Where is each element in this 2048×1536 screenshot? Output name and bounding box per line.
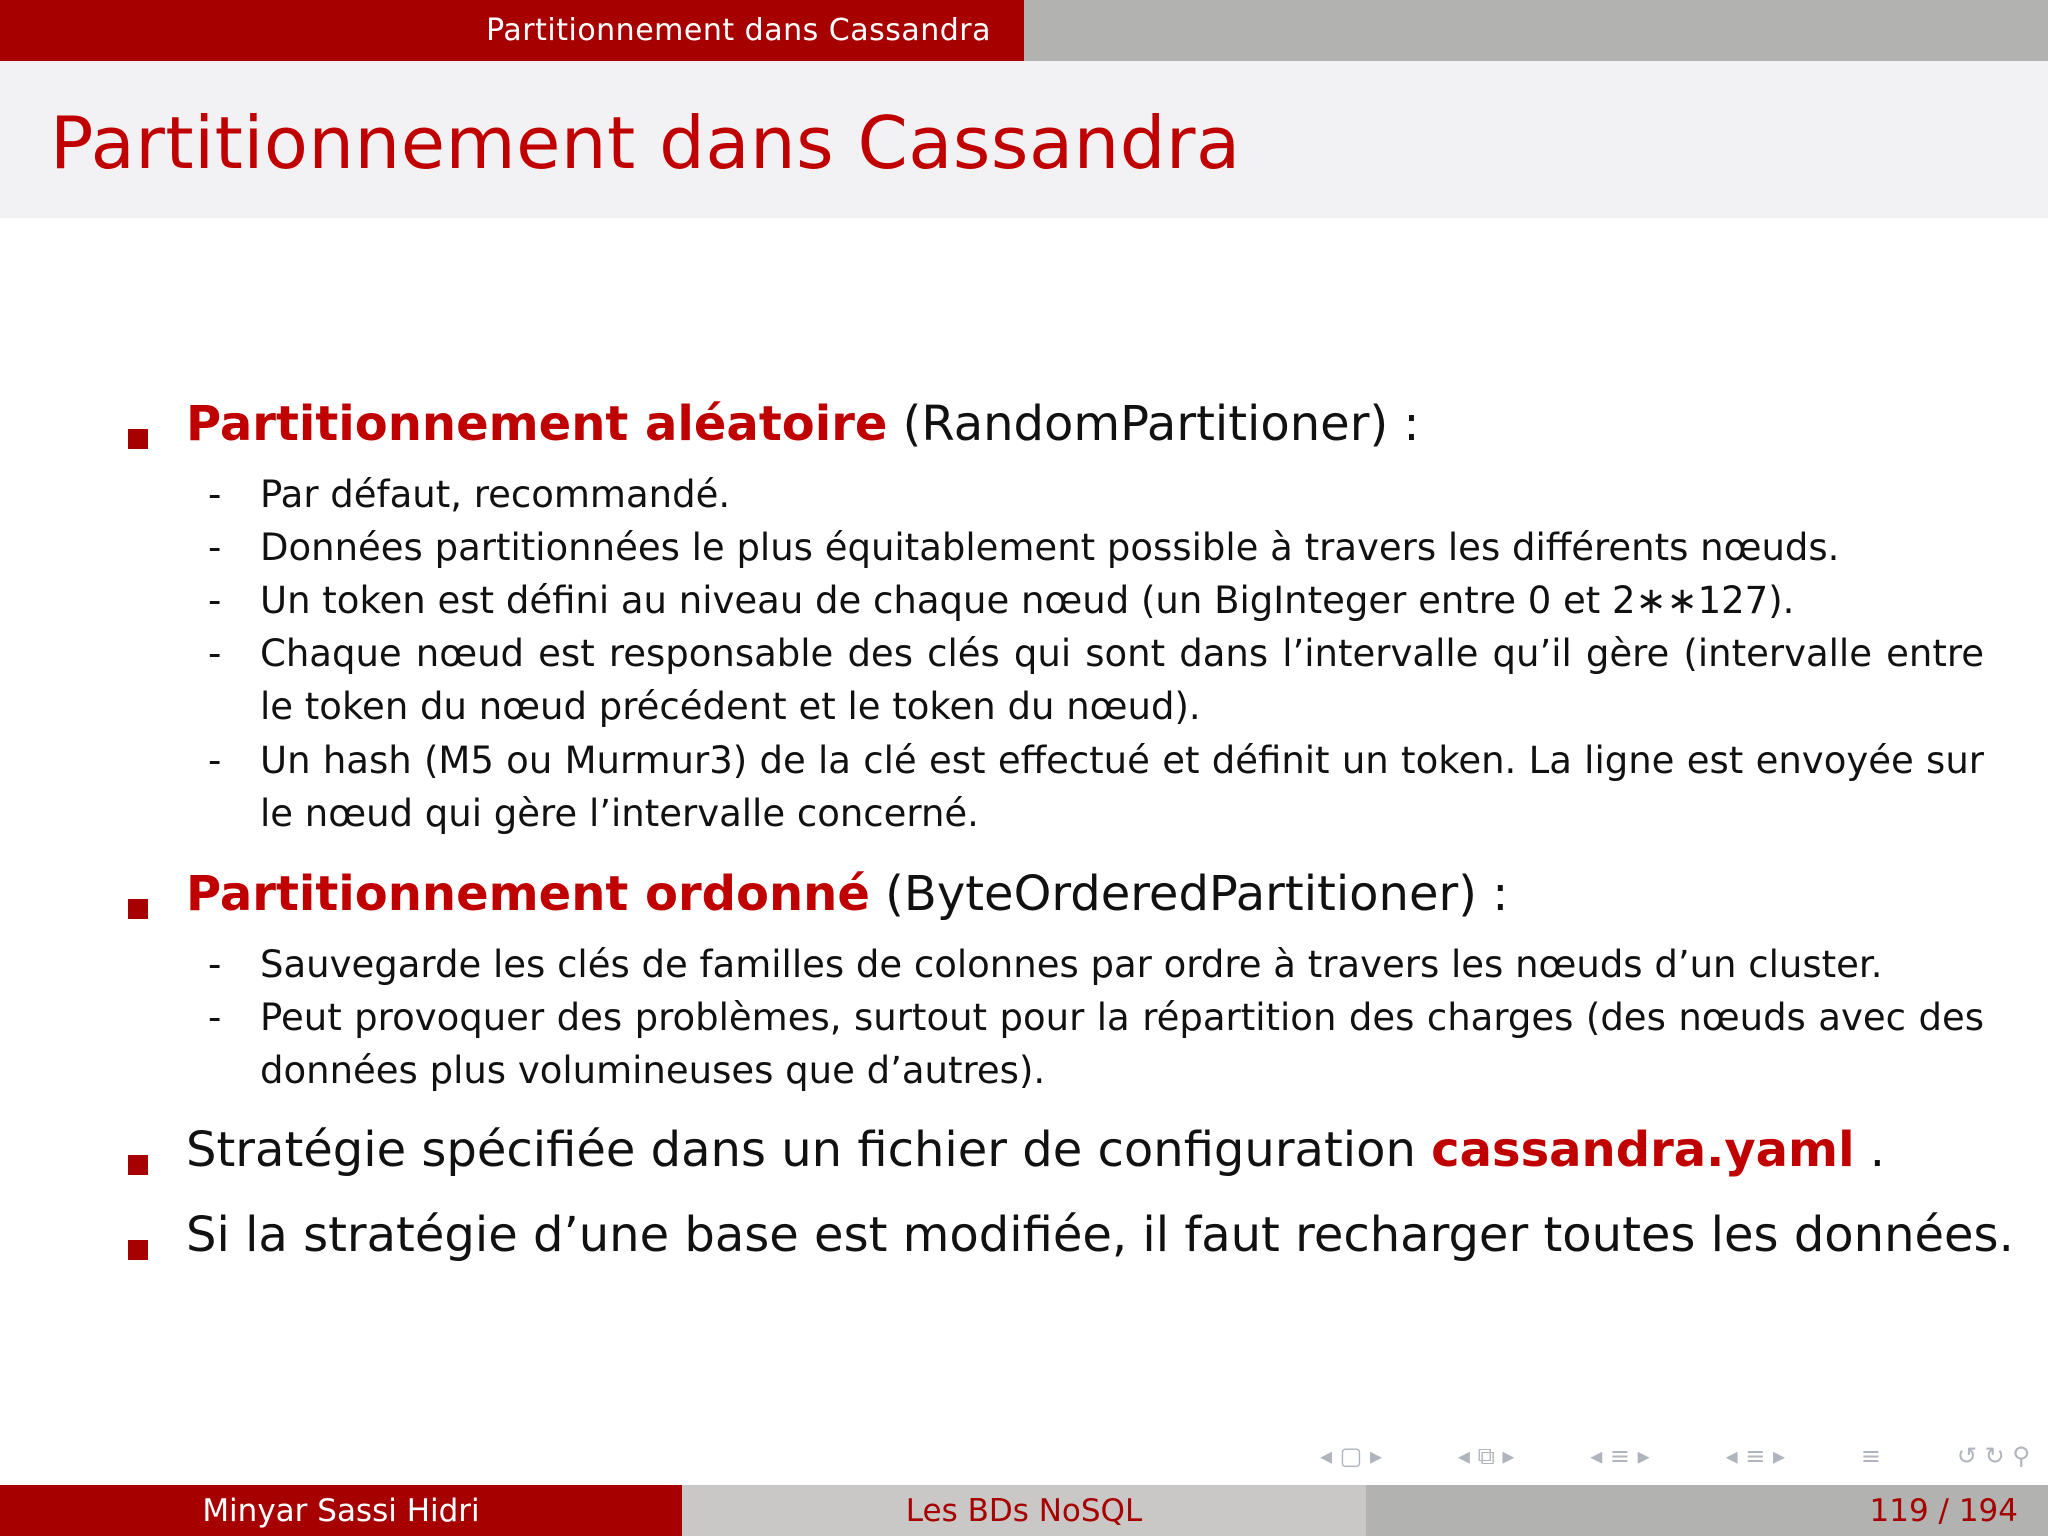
footer-bar — [0, 1485, 2048, 1536]
nav-section-icon[interactable]: ◂ ≡ ▸ — [1590, 1442, 1650, 1470]
sub-item: - Sauvegarde les clés de familles de colonnes par ordre à travers les nœuds d’un cluster. — [208, 943, 1883, 986]
page-title: Partitionnement dans Cassandra — [50, 101, 1241, 185]
bullet-icon — [128, 1240, 148, 1260]
bullet-rest: (ByteOrderedPartitioner) : — [869, 866, 1509, 922]
highlight-text: Partitionnement ordonné — [186, 866, 870, 922]
sub-item: - Peut provoquer des problèmes, surtout pour la répartition des charges (des nœuds avec des données plus volumineuses que d’autres). — [208, 996, 1984, 1092]
bullet-icon — [128, 1155, 148, 1175]
sub-item: - Par défaut, recommandé. — [208, 473, 731, 516]
header-bar — [0, 0, 2048, 61]
sub-item: - Données partitionnées le plus équitablement possible à travers les différents nœuds. — [208, 526, 1840, 569]
highlight-text: cassandra.yaml — [1431, 1122, 1855, 1178]
footer-page-number: 119 / 194 — [1366, 1485, 2048, 1536]
bullet-text: Stratégie spécifiée dans un fichier de configuration cassandra.yaml . — [186, 1122, 1886, 1178]
footer-course: Les BDs NoSQL — [682, 1485, 1366, 1536]
highlight-text: Partitionnement aléatoire — [186, 396, 888, 452]
nav-search-icon[interactable]: ↺ ↻ ⚲ — [1956, 1442, 2030, 1470]
footer-author: Minyar Sassi Hidri — [0, 1485, 682, 1536]
bullet-rest: (RandomPartitioner) : — [887, 396, 1420, 452]
bullet-text: Si la stratégie d’une base est modifiée, il faut recharger toutes les données. — [186, 1207, 2014, 1263]
bullet-text — [186, 866, 1508, 922]
nav-frame-prev-icon[interactable]: ◂ ▢ ▸ — [1320, 1442, 1383, 1470]
title-bar — [0, 61, 2048, 218]
bullet-icon — [128, 429, 148, 449]
sub-item: - Chaque nœud est responsable des clés qui sont dans l’intervalle qu’il gère (intervalle entre le token du nœud précédent et le token du nœud). — [208, 632, 1984, 728]
header-section-title[interactable]: Partitionnement dans Cassandra — [0, 0, 1024, 61]
sub-item: - Un token est défini au niveau de chaque nœud (un BigInteger entre 0 et 2∗∗127). — [208, 579, 1795, 622]
nav-doc-icon[interactable]: ◂ ≡ ▸ — [1725, 1442, 1786, 1470]
header-spacer — [1024, 0, 2048, 61]
beamer-navigation — [1320, 1440, 2030, 1472]
bullet-icon — [128, 899, 148, 919]
sub-item: - Un hash (M5 ou Murmur3) de la clé est effectué et définit un token. La ligne est envoyée sur le nœud qui gère l’intervalle concerné. — [208, 739, 1984, 835]
nav-appendix-icon[interactable]: ≡ — [1860, 1442, 1882, 1470]
bullet-text — [186, 396, 1420, 452]
nav-subsection-icon[interactable]: ◂ ⧉ ▸ — [1457, 1442, 1515, 1470]
